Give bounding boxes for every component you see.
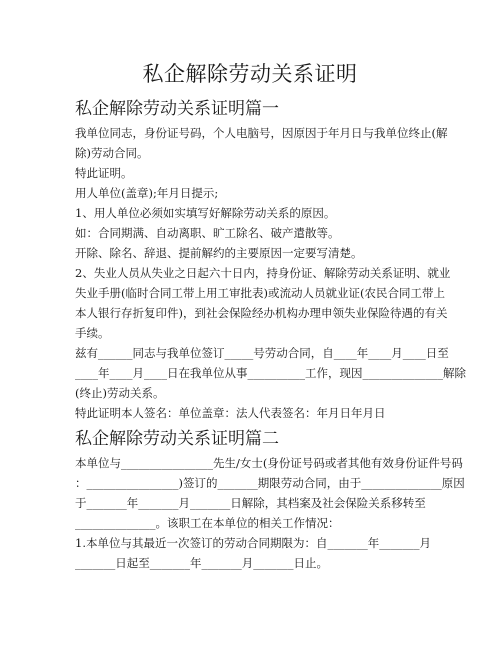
section1-line: 开除、除名、辞退、提前解约的主要原因一定要写清楚。 [75, 246, 363, 260]
section1-line: 2、失业人员从失业之日起六十日内，持身份证、解除劳动关系证明、就业 [75, 266, 451, 280]
section1-line: 特此证明。 [75, 166, 133, 180]
section2-line: 于_______年_______月_______日解除，其档案及社会保险关系移转至 [75, 496, 426, 510]
section1-line: 除)劳动合同。 [75, 146, 149, 160]
section1-line: 手续。 [75, 326, 110, 340]
section1-line: 失业手册(临时合同工带上用工审批表)或流动人员就业证(农民合同工带上 [75, 286, 445, 300]
section1-line: 我单位同志，身份证号码，个人电脑号，因原因于年月日与我单位终止(解 [75, 126, 448, 140]
section1-line: 兹有______同志与我单位签订_____号劳动合同，自____年____月____日至 [75, 346, 449, 360]
section1-line: 如：合同期满、自动离职、旷工除名、破产遣散等。 [75, 226, 340, 240]
section1-line: 本人银行存折复印件)，到社会保险经办机构办理申领失业保险待遇的有关 [75, 306, 448, 320]
section1-line: 用人单位(盖章);年月日提示; [75, 186, 219, 200]
section1-line: ____年____月____日在我单位从事__________工作，现因______________解除 [75, 366, 466, 380]
document-title: 私企解除劳动关系证明 [142, 62, 358, 86]
section-heading-2: 私企解除劳动关系证明篇二 [75, 429, 279, 449]
section1-line: (终止)劳动关系。 [75, 386, 165, 400]
section1-line: 1、用人单位必须如实填写好解除劳动关系的原因。 [75, 206, 336, 220]
section2-line: _______日起至_______年_______月_______日止。 [75, 556, 328, 570]
section2-line: ：________________)签订的_______期限劳动合同，由于______________原因 [75, 476, 465, 490]
section2-line: 本单位与________________先生/女士(身份证号码或者其他有效身份证件号码 [75, 456, 463, 470]
section-heading-1: 私企解除劳动关系证明篇一 [75, 99, 279, 119]
section2-line: 1.本单位与其最近一次签订的劳动合同期限为：自_______年_______月 [75, 536, 431, 550]
section1-line: 特此证明本人签名：单位盖章：法人代表签名：年月日年月日 [75, 406, 386, 420]
section2-line: ______________。该职工在本单位的相关工作情况： [75, 516, 340, 530]
